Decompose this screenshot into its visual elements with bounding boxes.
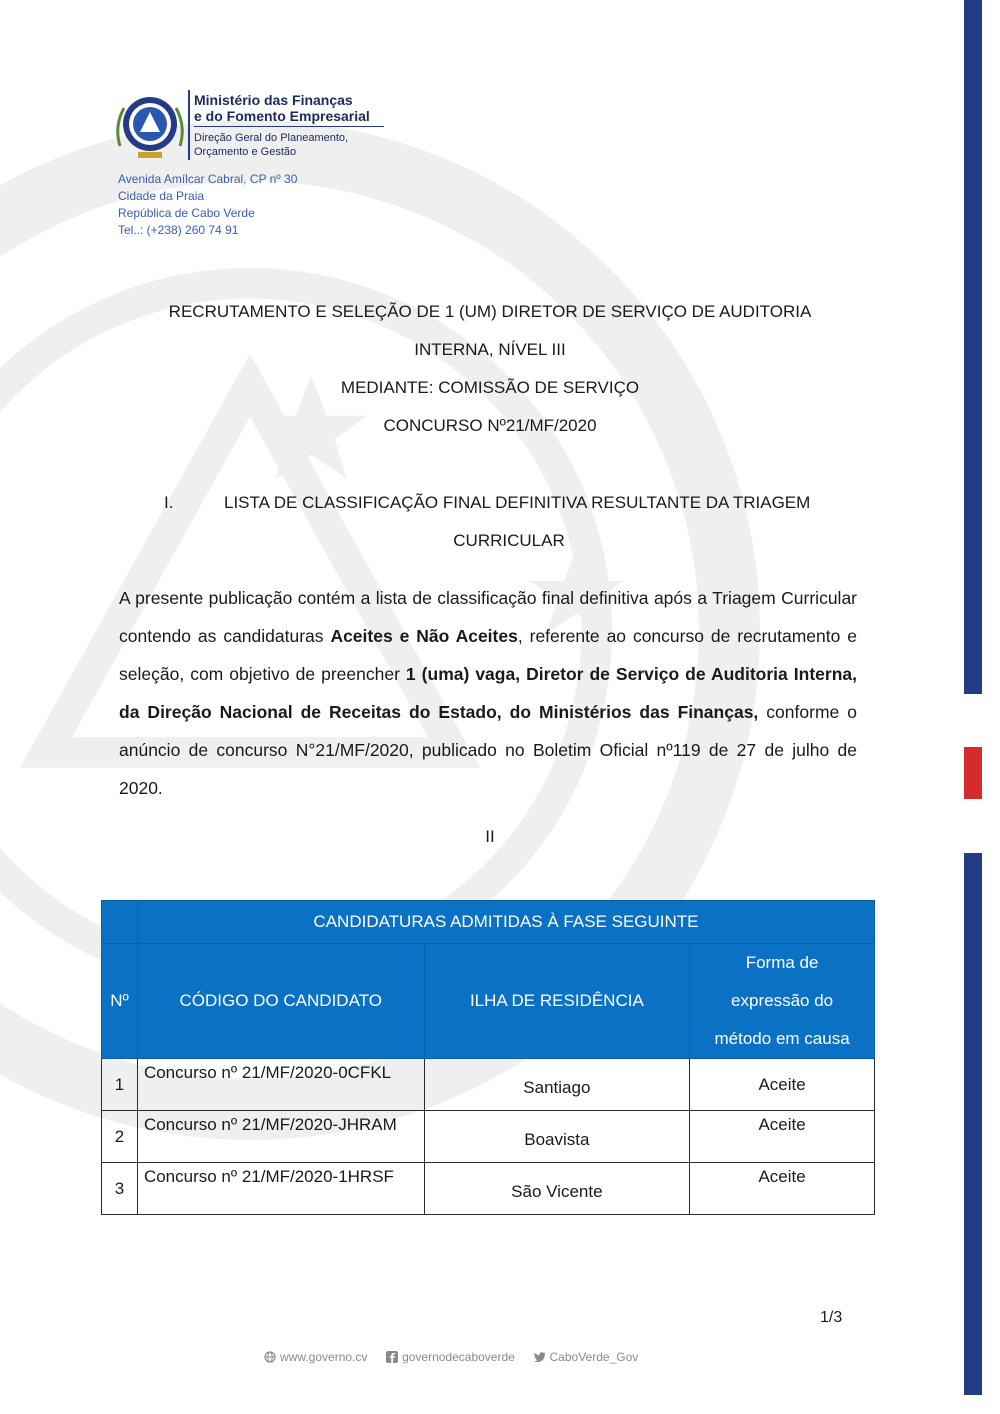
address-line: Avenida Amílcar Cabral, CP nº 30 xyxy=(118,172,298,186)
title-line: MEDIANTE: COMISSÃO DE SERVIÇO xyxy=(340,378,640,397)
table-row xyxy=(102,1111,875,1163)
title-line: CONCURSO Nº21/MF/2020 xyxy=(383,416,597,435)
cell-ilha: Santiago xyxy=(424,1059,690,1111)
table-row xyxy=(102,1059,875,1111)
address-line: Cidade da Praia xyxy=(118,189,205,203)
logo-rule xyxy=(194,126,384,127)
table-row xyxy=(102,1163,875,1215)
table-caption: CANDIDATURAS ADMITIDAS À FASE SEGUINTE xyxy=(137,901,874,944)
intro-paragraph: A presente publicação contém a lista de classificação final definitiva após a Triagem Curricular contendo as candidaturas Aceites e Não Aceites, referente ao concurso de recrutamento e seleção, com objetivo de preencher 1 (uma) vaga, Diretor de Serviço de Auditoria Interna, da Direção Nacional de Receitas do Estado, do Ministérios das Finanças, conforme o anúncio de concurso N°21/MF/2020, publicado no Boletim Oficial nº119 de 27 de julho de 2020. xyxy=(119,588,857,798)
ministry-name: Ministério das Finanças e do Fomento Empresarial xyxy=(194,92,370,124)
address-line: Tel..: (+238) 260 74 91 xyxy=(118,223,239,237)
footer xyxy=(264,1349,638,1364)
footer-website[interactable]: www.governo.cv xyxy=(280,1349,368,1364)
department-name: Direção Geral do Planeamento, Orçamento e Gestão xyxy=(194,132,349,158)
header-code: CÓDIGO DO CANDIDATO xyxy=(137,944,424,1059)
section-heading-line: LISTA DE CLASSIFICAÇÃO FINAL DEFINITIVA RESULTANTE DA TRIAGEM xyxy=(224,493,811,512)
cell-num: 1 xyxy=(102,1059,138,1111)
header-num: Nº xyxy=(102,944,138,1059)
cell-code: Concurso nº 21/MF/2020-JHRAM xyxy=(137,1111,424,1163)
section-number: I. xyxy=(164,493,174,512)
side-bar-bottom xyxy=(964,853,982,1395)
section-heading-line: CURRICULAR xyxy=(453,531,565,550)
candidates-table xyxy=(101,900,875,1215)
section-2-number: II xyxy=(485,827,495,846)
page-number: 1/3 xyxy=(820,1309,843,1326)
address-block xyxy=(118,171,297,239)
title-line: RECRUTAMENTO E SELEÇÃO DE 1 (UM) DIRETOR DE SERVIÇO DE AUDITORIA xyxy=(168,302,812,321)
logo-divider xyxy=(188,90,190,160)
twitter-icon xyxy=(534,1351,546,1363)
table-caption-row xyxy=(102,901,875,944)
cell-ilha: Boavista xyxy=(424,1111,690,1163)
cell-forma: Aceite xyxy=(690,1111,875,1163)
table-header-row xyxy=(102,944,875,1059)
cell-ilha: São Vicente xyxy=(424,1163,690,1215)
cell-forma: Aceite xyxy=(690,1059,875,1111)
side-bar-red xyxy=(964,747,982,799)
header-forma: Forma de expressão do método em causa xyxy=(690,944,875,1059)
cell-code: Concurso nº 21/MF/2020-0CFKL xyxy=(137,1059,424,1111)
document-title xyxy=(120,293,860,445)
cell-forma: Aceite xyxy=(690,1163,875,1215)
cell-num: 2 xyxy=(102,1111,138,1163)
footer-facebook[interactable]: governodecaboverde xyxy=(402,1349,515,1364)
cell-num: 3 xyxy=(102,1163,138,1215)
header-ilha: ILHA DE RESIDÊNCIA xyxy=(424,944,690,1059)
ministry-logo xyxy=(110,86,380,166)
title-line: INTERNA, NÍVEL III xyxy=(414,340,566,359)
globe-icon xyxy=(264,1351,276,1363)
footer-twitter[interactable]: CaboVerde_Gov xyxy=(549,1349,639,1364)
address-line: República de Cabo Verde xyxy=(118,206,255,220)
side-bar-top xyxy=(964,0,982,694)
cell-code: Concurso nº 21/MF/2020-1HRSF xyxy=(137,1163,424,1215)
facebook-icon xyxy=(386,1351,398,1363)
table-corner-cell xyxy=(102,901,138,944)
coat-of-arms-icon xyxy=(110,86,190,166)
